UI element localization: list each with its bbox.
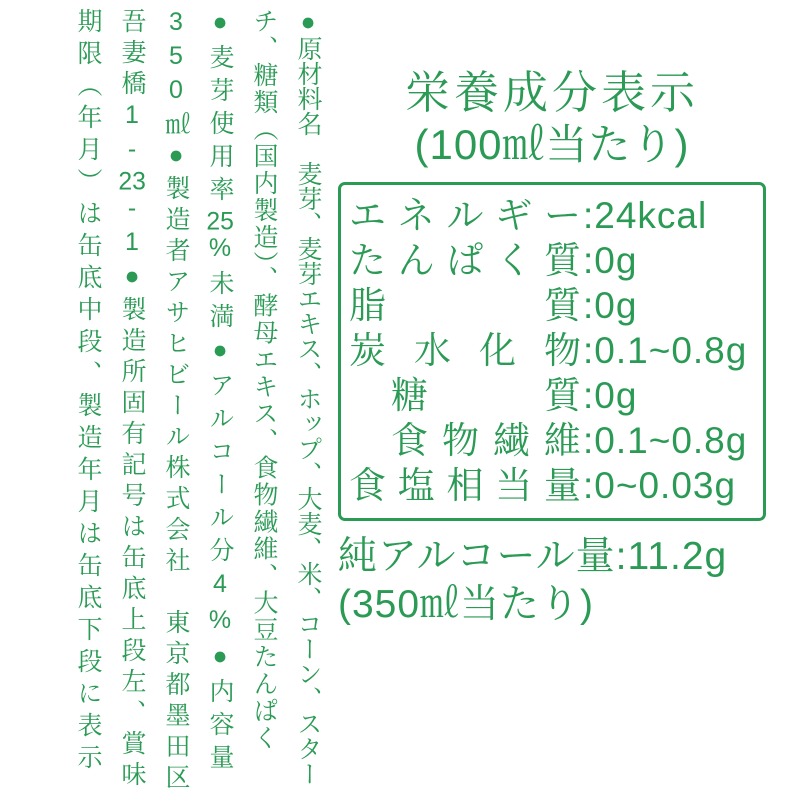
- nutrition-row: [349, 373, 755, 418]
- vertical-column-ingredients-2: [242, 8, 286, 798]
- nutrition-row: [349, 463, 755, 508]
- nutrient-value: 0g: [594, 285, 638, 326]
- vertical-text-segment: ●麦芽使用率: [206, 8, 234, 209]
- nutrient-label: 脂質: [349, 285, 581, 326]
- nutrition-row: [349, 193, 755, 238]
- nutrition-title: 栄養成分表示: [404, 67, 699, 118]
- nutrient-colon: :: [583, 465, 594, 506]
- vertical-text-segment: 、酵母エキス、食物繊維、大豆たんぱく: [250, 265, 278, 752]
- vertical-text-segment: （: [250, 116, 278, 143]
- vertical-text-segment: 吾妻橋1-: [118, 8, 146, 169]
- product-info-vertical-text: [66, 8, 330, 798]
- nutrient-colon: :: [583, 420, 594, 461]
- vertical-text-segment: 350㎖●製造者アサヒビール株式会社 東京都墨田区: [162, 8, 190, 795]
- nutrition-table: [338, 182, 766, 521]
- nutrient-label: 糖質: [391, 375, 581, 416]
- nutrient-colon: :: [583, 195, 594, 236]
- vertical-text-segment: ●原材料名 麦芽、麦芽エキス、ホップ、大麦、米、コーン、スター: [294, 8, 322, 786]
- nutrient-value: 0~0.03g: [594, 465, 737, 506]
- nutrient-label: 食物繊維: [391, 420, 581, 461]
- nutrition-row: [349, 238, 755, 283]
- pure-alcohol-amount: 純アルコール量:11.2g: [338, 535, 728, 578]
- pure-alcohol-basis: (350㎖当たり): [338, 583, 595, 626]
- nutrient-label: たんぱく質: [349, 240, 581, 281]
- nutrient-colon: :: [583, 330, 594, 371]
- nutrient-value: 24kcal: [594, 195, 708, 236]
- vertical-text-segment: 25: [206, 209, 234, 234]
- nutrient-colon: :: [583, 375, 594, 416]
- vertical-text-segment: 期限: [74, 8, 102, 72]
- nutrition-panel: [338, 66, 766, 629]
- nutrition-row: [349, 328, 755, 373]
- vertical-text-segment: %未満●アルコール分4%●内容量: [206, 234, 234, 777]
- vertical-column-ingredients-1: [286, 8, 330, 798]
- nutrient-label: 炭水化物: [349, 330, 581, 371]
- nutrition-row: [349, 283, 755, 328]
- vertical-column-expiry-print-location: [66, 8, 110, 798]
- nutrition-subtitle: (100㎖当たり): [414, 121, 690, 168]
- nutrition-row: [349, 418, 755, 463]
- vertical-text-segment: 国内製造: [250, 143, 278, 251]
- vertical-text-segment: （: [74, 72, 102, 104]
- nutrient-value: 0.1~0.8g: [594, 330, 748, 371]
- vertical-text-segment: 23: [118, 169, 146, 194]
- vertical-column-address-factory-code: [110, 8, 154, 798]
- vertical-column-volume-manufacturer: [154, 8, 198, 798]
- vertical-text-segment: 年月: [74, 104, 102, 168]
- nutrient-label: エネルギー: [349, 195, 581, 236]
- vertical-column-malt-ratio-alcohol-volume: [198, 8, 242, 798]
- nutrient-value: 0g: [594, 375, 638, 416]
- vertical-text-segment: -1●製造所固有記号は缶底上段左、賞味: [118, 194, 146, 792]
- vertical-text-segment: ）: [74, 168, 102, 200]
- nutrient-colon: :: [583, 240, 594, 281]
- nutrient-label: 食塩相当量: [349, 465, 581, 506]
- nutrient-value: 0g: [594, 240, 638, 281]
- vertical-text-segment: チ、糖類: [250, 8, 278, 116]
- nutrient-colon: :: [583, 285, 594, 326]
- vertical-text-segment: は缶底中段、製造年月は缶底下段に表示: [74, 200, 102, 776]
- nutrient-value: 0.1~0.8g: [594, 420, 748, 461]
- vertical-text-segment: ）: [250, 251, 278, 266]
